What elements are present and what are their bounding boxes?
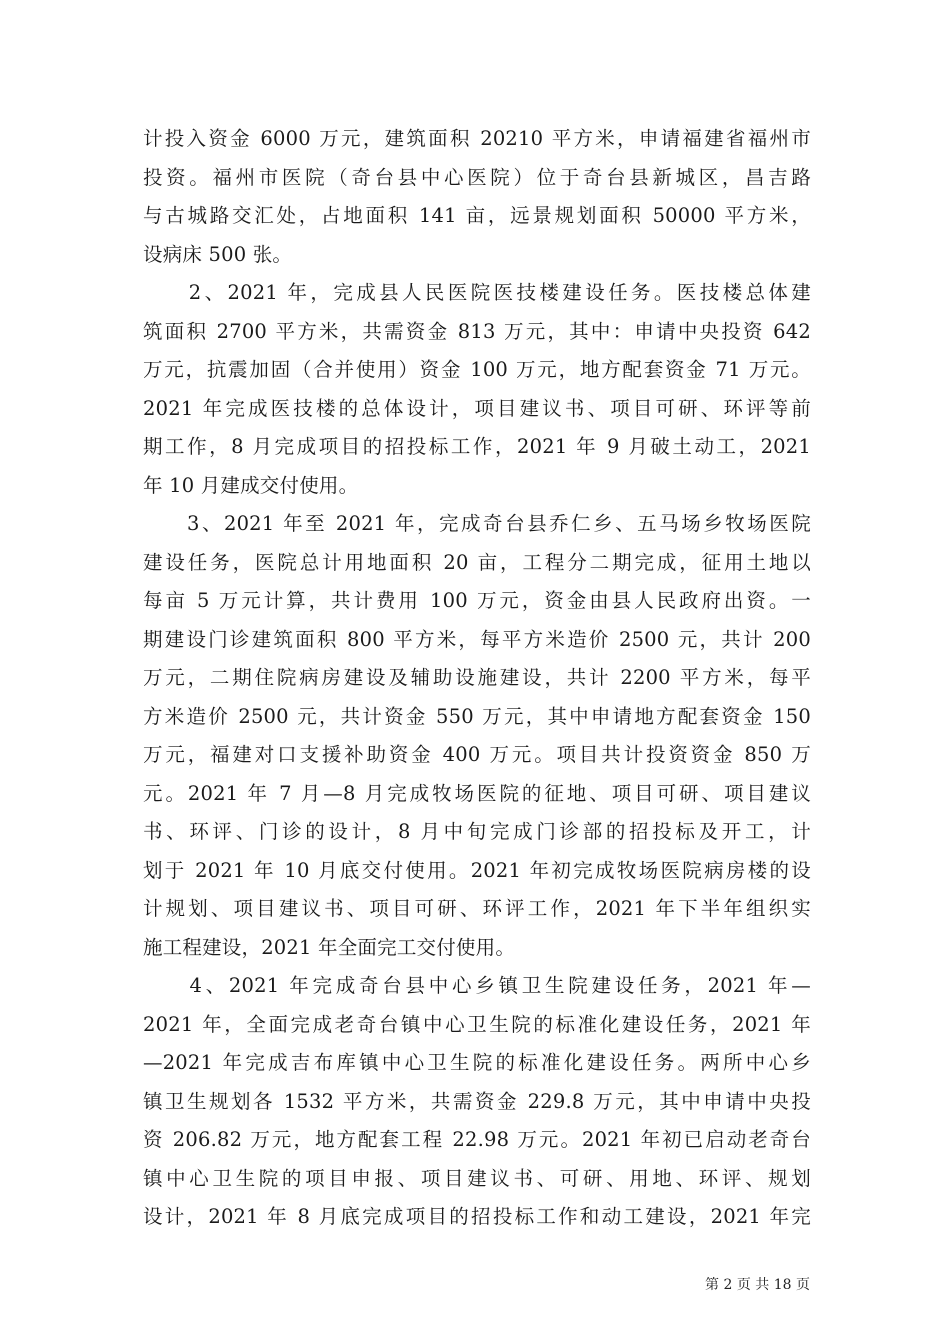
text-line: 万元，抗震加固（合并使用）资金 100 万元，地方配套资金 71 万元。 xyxy=(143,358,811,381)
text-line: 设病床 500 张。 xyxy=(143,242,293,266)
text-line: 年 10 月建成交付使用。 xyxy=(143,473,359,497)
text-line: 建设任务，医院总计用地面积 20 亩，工程分二期完成，征用土地以 xyxy=(143,550,811,574)
text-line: 方米造价 2500 元，共计资金 550 万元，其中申请地方配套资金 150 xyxy=(143,704,811,728)
text-line: 计规划、项目建议书、项目可研、环评工作，2021 年下半年组织实 xyxy=(143,897,811,920)
text-line: 4、2021 年完成奇台县中心乡镇卫生院建设任务，2021 年— xyxy=(143,974,811,997)
text-line: 施工程建设，2021 年全面完工交付使用。 xyxy=(143,935,516,959)
text-line: 元。2021 年 7 月—8 月完成牧场医院的征地、项目可研、项目建议 xyxy=(143,781,811,805)
text-line: —2021 年完成吉布库镇中心卫生院的标准化建设任务。两所中心乡 xyxy=(143,1051,811,1074)
page-number: 第 2 页 共 18 页 xyxy=(705,1277,810,1293)
document-body xyxy=(143,120,811,1237)
text-line: 设计，2021 年 8 月底完成项目的招投标工作和动工建设，2021 年完 xyxy=(143,1205,811,1228)
text-line: 筑面积 2700 平方米，共需资金 813 万元，其中：申请中央投资 642 xyxy=(143,319,811,343)
text-line: 资 206.82 万元，地方配套工程 22.98 万元。2021 年初已启动老奇台 xyxy=(143,1128,811,1151)
text-line: 2、2021 年，完成县人民医院医技楼建设任务。医技楼总体建 xyxy=(143,281,811,304)
text-line: 期工作，8 月完成项目的招投标工作，2021 年 9 月破土动工，2021 xyxy=(143,435,811,458)
text-line: 投资。福州市医院（奇台县中心医院）位于奇台县新城区，昌吉路 xyxy=(143,165,811,189)
text-line: 期建设门诊建筑面积 800 平方米，每平方米造价 2500 元，共计 200 xyxy=(143,627,811,651)
text-line: 3、2021 年至 2021 年，完成奇台县乔仁乡、五马场乡牧场医院 xyxy=(143,512,811,535)
text-line: 2021 年，全面完成老奇台镇中心卫生院的标准化建设任务，2021 年 xyxy=(143,1012,811,1036)
text-line: 万元，福建对口支援补助资金 400 万元。项目共计投资资金 850 万 xyxy=(143,743,811,766)
text-line: 与古城路交汇处，占地面积 141 亩，远景规划面积 50000 平方米， xyxy=(143,204,811,227)
text-line: 2021 年完成医技楼的总体设计，项目建议书、项目可研、环评等前 xyxy=(143,396,811,420)
text-line: 每亩 5 万元计算，共计费用 100 万元，资金由县人民政府出资。一 xyxy=(143,589,811,612)
text-line: 万元，二期住院病房建设及辅助设施建设，共计 2200 平方米，每平 xyxy=(143,666,811,689)
text-line: 划于 2021 年 10 月底交付使用。2021 年初完成牧场医院病房楼的设 xyxy=(143,858,811,882)
text-line: 镇卫生规划各 1532 平方米，共需资金 229.8 万元，其中申请中央投 xyxy=(143,1089,811,1113)
text-line: 计投入资金 6000 万元，建筑面积 20210 平方米，申请福建省福州市 xyxy=(143,127,811,150)
text-line: 镇中心卫生院的项目申报、项目建议书、可研、用地、环评、规划 xyxy=(143,1166,811,1190)
text-line: 书、环评、门诊的设计，8 月中旬完成门诊部的招投标及开工，计 xyxy=(143,820,811,843)
